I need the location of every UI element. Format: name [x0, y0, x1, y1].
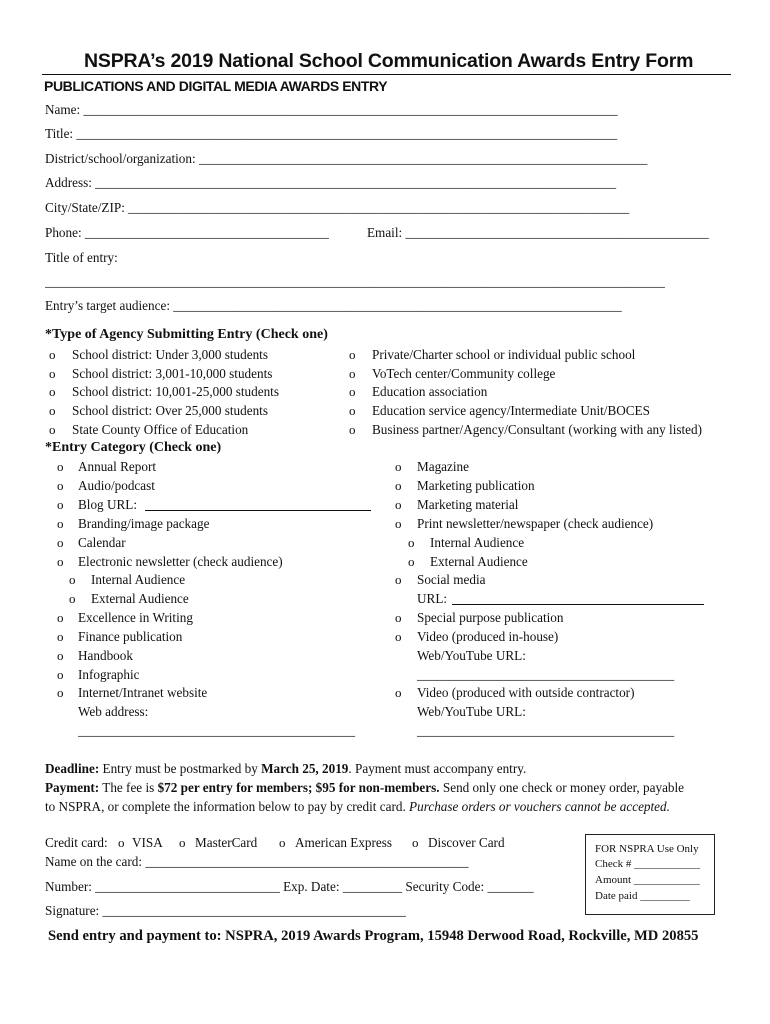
- radio-social[interactable]: o: [395, 572, 402, 587]
- entry-title-label: Title of entry:: [45, 250, 118, 265]
- agency-radio-left-0[interactable]: o: [49, 347, 56, 362]
- cat-video-in: Video (produced in-house): [417, 629, 559, 644]
- radio-enews-internal[interactable]: o: [69, 572, 76, 587]
- credit-card-label: Credit card:: [45, 835, 108, 850]
- district-field[interactable]: District/school/organization: ____________________________________________________________________: [45, 151, 648, 166]
- payment-note: Purchase orders or vouchers cannot be accepted.: [409, 799, 670, 814]
- yt-url-label-2: Web/YouTube URL:: [417, 704, 526, 719]
- office-date-field: Date paid _________: [595, 890, 690, 902]
- cat-social: Social media: [417, 572, 486, 587]
- visa-label: VISA: [132, 835, 163, 850]
- cat-marketing-mat: Marketing material: [417, 497, 519, 512]
- cat-magazine: Magazine: [417, 459, 469, 474]
- radio-marketing-mat[interactable]: o: [395, 497, 402, 512]
- form-title: NSPRA’s 2019 National School Communication Awards Entry Form: [84, 50, 694, 72]
- email-field[interactable]: Email: ______________________________________________: [367, 225, 709, 240]
- address-field[interactable]: Address: _______________________________________________________________________________: [45, 175, 617, 190]
- agency-option-left-2: School district: 10,001-25,000 students: [72, 384, 279, 399]
- cat-enews: Electronic newsletter (check audience): [78, 554, 283, 569]
- radio-marketing-pub[interactable]: o: [395, 478, 402, 493]
- agency-radio-right-1[interactable]: o: [349, 366, 356, 381]
- agency-option-right-4: Business partner/Agency/Consultant (working with any listed): [372, 422, 703, 437]
- cat-enews-internal: Internal Audience: [91, 572, 186, 587]
- name-field[interactable]: Name: _________________________________________________________________________________: [45, 102, 618, 117]
- office-check-field: Check # ____________: [595, 858, 701, 870]
- agency-option-right-0: Private/Charter school or individual public school: [372, 347, 636, 362]
- office-use-box: [585, 834, 715, 915]
- social-url-label: URL:: [417, 591, 448, 606]
- agency-option-left-1: School district: 3,001-10,000 students: [72, 366, 273, 381]
- cat-infographic: Infographic: [78, 667, 140, 682]
- cat-print: Print newsletter/newspaper (check audience): [417, 516, 654, 531]
- payment-text-1: The fee is: [99, 780, 158, 795]
- agency-radio-left-3[interactable]: o: [49, 403, 56, 418]
- agency-option-right-1: VoTech center/Community college: [372, 366, 556, 381]
- deadline-text-2: . Payment must accompany entry.: [348, 761, 527, 776]
- radio-annual-report[interactable]: o: [57, 459, 64, 474]
- cat-finance: Finance publication: [78, 629, 183, 644]
- cat-calendar: Calendar: [78, 535, 126, 550]
- radio-calendar[interactable]: o: [57, 535, 64, 550]
- radio-branding[interactable]: o: [57, 516, 64, 531]
- card-name-field[interactable]: Name on the card: _________________________________________________: [45, 854, 469, 869]
- radio-writing[interactable]: o: [57, 610, 64, 625]
- form-subtitle: PUBLICATIONS AND DIGITAL MEDIA AWARDS ENTRY: [44, 78, 388, 94]
- discover-label: Discover Card: [428, 835, 505, 850]
- deadline-label: Deadline:: [45, 761, 100, 776]
- agency-radio-right-0[interactable]: o: [349, 347, 356, 362]
- radio-print[interactable]: o: [395, 516, 402, 531]
- agency-radio-left-2[interactable]: o: [49, 384, 56, 399]
- send-to-footer: Send entry and payment to: NSPRA, 2019 Awards Program, 15948 Derwood Road, Rockville, MD 20855: [48, 928, 699, 944]
- radio-print-external[interactable]: o: [408, 554, 415, 569]
- cat-marketing-pub: Marketing publication: [417, 478, 535, 493]
- deadline-text-1: Entry must be postmarked by: [99, 761, 262, 776]
- cat-special: Special purpose publication: [417, 610, 564, 625]
- amex-label: American Express: [295, 835, 393, 850]
- web-address-field[interactable]: __________________________________________: [78, 723, 355, 738]
- agency-option-left-0: School district: Under 3,000 students: [72, 347, 268, 362]
- cat-annual-report: Annual Report: [78, 459, 157, 474]
- city-state-zip-field[interactable]: City/State/ZIP: ____________________________________________________________________________: [45, 200, 630, 215]
- radio-amex[interactable]: o: [279, 835, 286, 850]
- radio-intranet[interactable]: o: [57, 685, 64, 700]
- radio-handbook[interactable]: o: [57, 648, 64, 663]
- cat-enews-external: External Audience: [91, 591, 189, 606]
- cat-branding: Branding/image package: [78, 516, 210, 531]
- radio-special[interactable]: o: [395, 610, 402, 625]
- cat-intranet: Internet/Intranet website: [78, 685, 208, 700]
- agency-heading: *Type of Agency Submitting Entry (Check one): [45, 327, 328, 342]
- agency-option-right-2: Education association: [372, 384, 488, 399]
- card-number-field[interactable]: Number: ____________________________ Exp. Date: _________ Security Code: _______: [45, 879, 534, 894]
- radio-blog[interactable]: o: [57, 497, 64, 512]
- agency-radio-right-2[interactable]: o: [349, 384, 356, 399]
- agency-option-left-4: State County Office of Education: [72, 422, 249, 437]
- yt-url-label-1: Web/YouTube URL:: [417, 648, 526, 663]
- agency-radio-left-1[interactable]: o: [49, 366, 56, 381]
- payment-fee: $72 per entry for members; $95 for non-members.: [157, 780, 440, 795]
- cat-blog: Blog URL:: [78, 497, 137, 512]
- radio-print-internal[interactable]: o: [408, 535, 415, 550]
- deadline-date: March 25, 2019: [261, 761, 349, 776]
- radio-enews[interactable]: o: [57, 554, 64, 569]
- cat-print-internal: Internal Audience: [430, 535, 525, 550]
- payment-text-3: to NSPRA, or complete the information below to pay by credit card.: [45, 799, 410, 814]
- title-field[interactable]: Title: __________________________________________________________________________________: [45, 126, 618, 141]
- radio-magazine[interactable]: o: [395, 459, 402, 474]
- payment-text-2: Send only one check or money order, payable: [439, 780, 685, 795]
- yt-url-field-2[interactable]: _______________________________________: [417, 723, 675, 738]
- radio-video-out[interactable]: o: [395, 685, 402, 700]
- yt-url-field-1[interactable]: _______________________________________: [417, 667, 675, 682]
- mastercard-label: MasterCard: [195, 835, 258, 850]
- web-address-label: Web address:: [78, 704, 149, 719]
- radio-video-in[interactable]: o: [395, 629, 402, 644]
- target-audience-field[interactable]: Entry’s target audience: ____________________________________________________________________: [45, 298, 622, 313]
- office-use-title: FOR NSPRA Use Only: [595, 843, 699, 855]
- entry-title-field[interactable]: ______________________________________________________________________________________________: [45, 274, 665, 289]
- office-amount-field: Amount ____________: [595, 874, 700, 886]
- phone-field[interactable]: Phone: _____________________________________: [45, 225, 329, 240]
- payment-line-1: [45, 780, 684, 796]
- cat-print-external: External Audience: [430, 554, 528, 569]
- cat-handbook: Handbook: [78, 648, 133, 663]
- blog-url-line[interactable]: [145, 498, 371, 511]
- cat-writing: Excellence in Writing: [78, 610, 193, 625]
- agency-radio-right-4[interactable]: o: [349, 422, 356, 437]
- deadline-line: [45, 761, 526, 777]
- cat-audio: Audio/podcast: [78, 478, 155, 493]
- social-url-line[interactable]: [452, 592, 704, 605]
- radio-enews-external[interactable]: o: [69, 591, 76, 606]
- payment-label: Payment:: [45, 780, 100, 795]
- cat-video-out: Video (produced with outside contractor): [417, 685, 635, 700]
- agency-radio-left-4[interactable]: o: [49, 422, 56, 437]
- agency-option-left-3: School district: Over 25,000 students: [72, 403, 268, 418]
- title-rule: [42, 74, 731, 75]
- agency-radio-right-3[interactable]: o: [349, 403, 356, 418]
- radio-mastercard[interactable]: o: [179, 835, 186, 850]
- radio-discover[interactable]: o: [412, 835, 419, 850]
- payment-line-2: [45, 799, 670, 815]
- radio-audio[interactable]: o: [57, 478, 64, 493]
- agency-option-right-3: Education service agency/Intermediate Unit/BOCES: [372, 403, 650, 418]
- signature-field[interactable]: Signature: ______________________________________________: [45, 903, 406, 918]
- radio-visa[interactable]: o: [118, 835, 125, 850]
- radio-infographic[interactable]: o: [57, 667, 64, 682]
- radio-finance[interactable]: o: [57, 629, 64, 644]
- category-heading: *Entry Category (Check one): [45, 440, 222, 455]
